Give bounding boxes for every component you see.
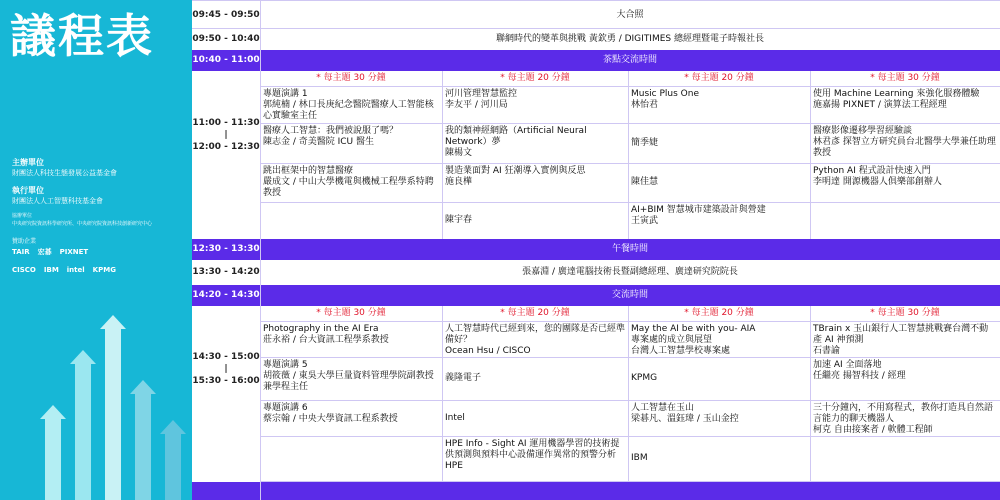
track-duration-note: * 每主題 30 分鐘	[870, 308, 940, 318]
talk-cell: HPE Info - Sight AI 運用機器學習的技術提供預測與預料中心設備運作異常的預警分析 HPE	[445, 439, 620, 471]
arrow-shaft	[75, 364, 91, 500]
executor-name: 財團法人人工智慧科技基金會	[12, 197, 103, 205]
session-time-separator: |	[224, 364, 228, 374]
agenda-title: 議程表	[10, 9, 154, 63]
talk-cell: 人工智慧在玉山 梁碁凡、溫鈺瑋 / 玉山金控	[631, 403, 739, 424]
co-organizer-label: 協辦單位	[12, 213, 33, 219]
grid-line	[810, 71, 811, 239]
talk-cell	[810, 436, 1000, 481]
arrow-shaft	[45, 419, 61, 500]
talk-cell: 使用 Machine Learning 來強化服務體驗 施嘉揚 PIXNET / 演算法工程經理	[813, 89, 980, 110]
talk-cell: 三十分鐘內，不用寫程式，教你打造具自然語言能力的聊天機器人 柯克 自由接案者 / 軟體工程師	[813, 403, 994, 435]
arrow-head	[70, 350, 96, 364]
talk-cell: 專題演講 6 蔡宗翰 / 中央大學資訊工程系教授	[263, 403, 398, 424]
executor-label: 執行單位	[12, 186, 44, 195]
session-title: 張嘉淵 / 廣達電腦技術長暨副總經理、廣達研究院院長	[522, 267, 738, 277]
break-bar	[192, 239, 1000, 260]
sponsor-logo: CISCO	[12, 266, 36, 274]
talk-cell: 陳宇春	[445, 215, 473, 225]
arrow-shape	[100, 315, 126, 500]
grid-line	[810, 306, 811, 481]
schedule-table	[192, 0, 1000, 500]
grid-line	[628, 71, 629, 239]
organizer-name: 財團法人科技生態發展公益基金會	[12, 169, 117, 177]
left-panel	[0, 0, 192, 500]
arrow-shaft	[135, 394, 151, 500]
talk-cell: 陳佳慧	[631, 177, 659, 187]
track-duration-note: * 每主題 20 分鐘	[500, 73, 570, 83]
arrow-shape	[70, 350, 96, 500]
talk-cell: 我的類神經網路（Artificial Neural Network）夢 陳楊文	[445, 126, 587, 158]
talk-cell: AI+BIM 智慧城市建築設計與營建 王寅武	[631, 205, 766, 226]
time-slot: 09:50 - 10:40	[192, 34, 260, 44]
talk-cell: 醫療影像遷移學習經驗談 林君彥 探智立方研究員台北醫學大學兼任助理教授	[813, 126, 996, 158]
talk-cell: Python AI 程式設計快速入門 李明達 開源機器人俱樂部創辦人	[813, 166, 942, 187]
session-time-separator: |	[224, 130, 228, 140]
talk-cell: KPMG	[631, 373, 658, 383]
sponsor-label: 贊助企業	[12, 238, 37, 245]
session-title: 大合照	[616, 10, 644, 20]
grid-line	[442, 306, 443, 481]
time-slot: 09:45 - 09:50	[192, 10, 260, 20]
grid-line	[442, 71, 443, 239]
break-bar	[192, 50, 1000, 71]
grid-line	[628, 306, 629, 481]
arrow-head	[130, 380, 156, 394]
arrow-shape	[130, 380, 156, 500]
bottom-bar	[192, 482, 1000, 500]
break-label: 午餐時間	[611, 244, 648, 254]
talk-cell: May the AI be with you- AIA 專案處的成立與展望 台灣人工智慧學校專案處	[631, 324, 756, 356]
talk-cell: 人工智慧時代已經到來，您的團隊是否已經準備好？ Ocean Hsu / CISCO	[445, 324, 626, 356]
time-slot: 13:30 - 14:20	[192, 267, 260, 277]
grid-line	[260, 0, 261, 500]
track-duration-note: * 每主題 30 分鐘	[316, 73, 386, 83]
sponsor-logos-row-1	[12, 247, 96, 257]
talk-cell: 跳出框架中的智慧醫療 嚴成文 / 中山大學機電與機械工程學系特聘教授	[263, 166, 434, 198]
talk-cell: IBM	[631, 453, 648, 463]
track-duration-note: * 每主題 20 分鐘	[684, 73, 754, 83]
session-time-end: 12:00 - 12:30	[192, 142, 260, 152]
arrow-shaft	[165, 434, 181, 500]
talk-cell	[260, 202, 442, 239]
session-title: 聯網時代的變革與挑戰 黃欽勇 / DIGITIMES 總經理暨電子時報社長	[495, 34, 764, 44]
grid-line	[192, 0, 1000, 1]
track-duration-note: * 每主題 20 分鐘	[500, 308, 570, 318]
arrow-head	[40, 405, 66, 419]
sponsor-logo: TAIR	[12, 248, 30, 256]
break-bar	[192, 285, 1000, 306]
talk-cell	[810, 202, 1000, 239]
talk-cell: 專題演講 1 郭純楠 / 林口長庚紀念醫院醫療人工智能核心實驗室主任	[263, 89, 434, 121]
organizer-label: 主辦單位	[12, 158, 44, 167]
session-time-start: 14:30 - 15:00	[192, 352, 260, 362]
talk-cell: 簡季婕	[631, 137, 659, 148]
arrow-head	[160, 420, 186, 434]
sponsor-logo: KPMG	[92, 266, 116, 274]
co-organizer-name: 中央研究院資訊科學研究所、中央研究院資訊科技創新研究中心	[12, 221, 153, 227]
executor-block	[12, 186, 103, 206]
organizer-block	[12, 158, 117, 178]
talk-cell: Photography in the AI Era 莊永裕 / 台大資訊工程學系教授	[263, 324, 389, 345]
break-label: 交流時間	[611, 290, 648, 300]
talk-cell: 製造業面對 AI 狂潮導入實例與反思 施良樺	[445, 166, 586, 187]
talk-cell: TBrain x 玉山銀行人工智慧挑戰賽台灣不動產 AI 神預測 石書諭	[813, 324, 989, 356]
session-time-end: 15:30 - 16:00	[192, 376, 260, 386]
talk-cell	[260, 436, 442, 481]
talk-cell: 加速 AI 全面落地 任繼亮 揚智科技 / 經理	[813, 360, 906, 381]
talk-cell: Intel	[445, 412, 465, 423]
arrow-shape	[40, 405, 66, 500]
break-time: 10:40 - 11:00	[192, 55, 260, 65]
track-duration-note: * 每主題 30 分鐘	[316, 308, 386, 318]
talk-cell: Music Plus One 林怡君	[631, 89, 699, 110]
sponsor-logo: intel	[66, 266, 85, 274]
break-time: 14:20 - 14:30	[192, 290, 260, 300]
break-label: 茶點交流時間	[602, 55, 657, 65]
talk-cell: 河川管理智慧監控 李友平 / 河川局	[445, 89, 518, 110]
talk-cell: 義隆電子	[445, 373, 482, 383]
talk-cell: 專題演講 5 胡筱薇 / 東吳大學巨量資料管理學院副教授兼學程主任	[263, 360, 434, 392]
arrow-shaft	[105, 329, 121, 500]
session-time-start: 11:00 - 11:30	[192, 118, 260, 128]
sponsor-logos-row-2	[12, 266, 124, 274]
sponsor-logo: 宏碁	[37, 248, 52, 256]
track-duration-note: * 每主題 20 分鐘	[684, 308, 754, 318]
break-time: 12:30 - 13:30	[192, 244, 260, 254]
talk-cell: 醫療人工智慧：我們被說服了嗎？ 陳志金 / 奇美醫院 ICU 醫生	[263, 126, 399, 147]
arrow-shape	[160, 420, 186, 500]
sponsor-logo: IBM	[43, 266, 59, 274]
co-organizer-block	[12, 212, 187, 228]
sponsor-logo: PIXNET	[59, 248, 89, 256]
arrow-head	[100, 315, 126, 329]
track-duration-note: * 每主題 30 分鐘	[870, 73, 940, 83]
